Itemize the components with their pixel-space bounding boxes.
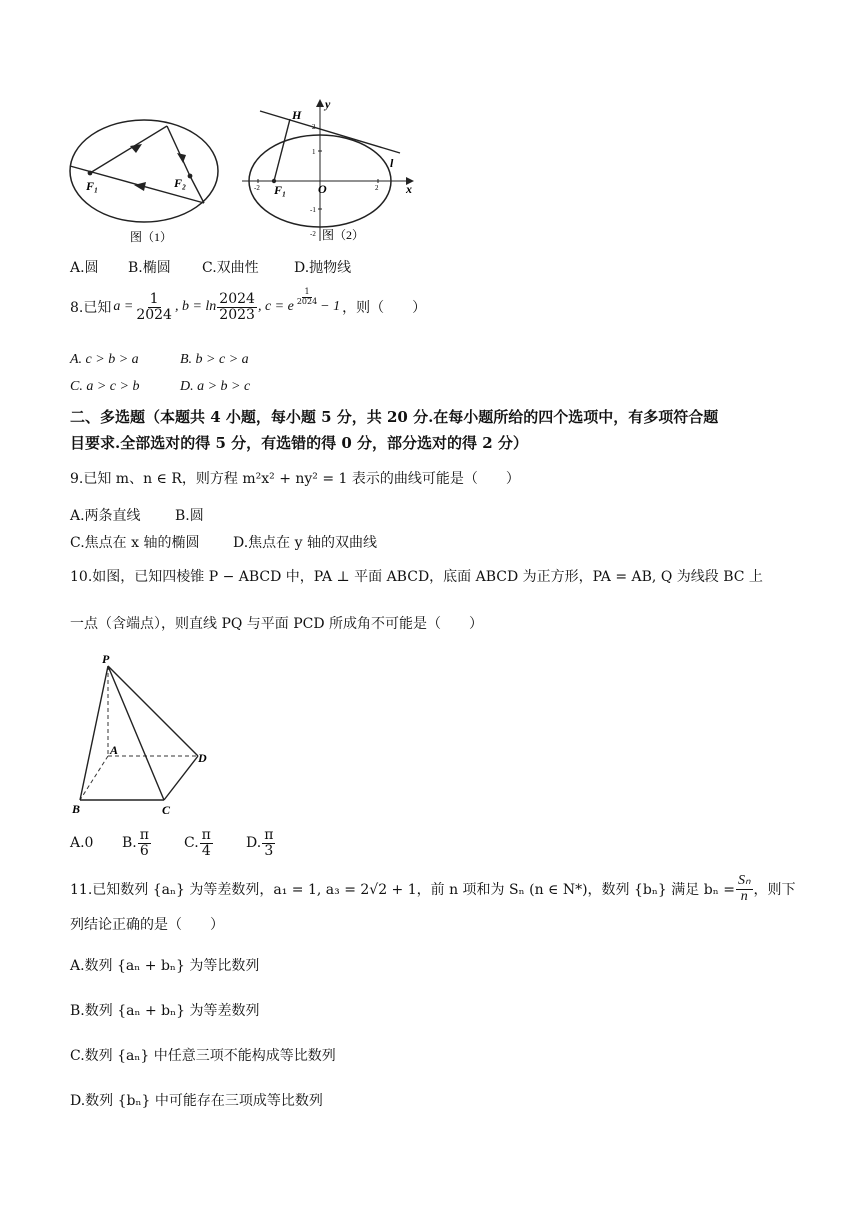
fig2-label-y: y (325, 97, 331, 111)
q8-option-d[interactable]: D. a > b > c (180, 379, 251, 394)
fig2-tick-ym1: -1 (310, 206, 316, 214)
q11-option-b[interactable]: B.数列 {aₙ + bₙ} 为等差数列 (70, 1003, 260, 1019)
fig1-caption: 图（1） (130, 230, 173, 244)
q10-option-d-fraction (262, 828, 275, 858)
pyramid-label-c: C (162, 803, 171, 817)
q8-c-exp-den: 2024 (296, 296, 318, 306)
section-2-header-line1: 二、多选题（本题共 4 小题，每小题 5 分，共 20 分.在每小题所给的四个选项中，有多项符合题 (70, 408, 719, 426)
figure-pyramid-pabcd (68, 650, 218, 822)
fig2-label-h: H (292, 108, 302, 122)
q11-bn-den: n (740, 888, 748, 904)
q10-option-b-letter: B. (122, 835, 137, 852)
q10-stem-line2: 一点（含端点），则直线 PQ 与平面 PCD 所成角不可能是（ ） (70, 616, 484, 632)
fig2-label-x: x (406, 182, 412, 196)
fig2-tick-x2: 2 (375, 184, 379, 192)
q11-option-c[interactable]: C.数列 {aₙ} 中任意三项不能构成等比数列 (70, 1048, 336, 1064)
q8-option-b[interactable]: B. b > c > a (180, 352, 249, 367)
q10-option-c-letter: C. (184, 835, 199, 852)
q10-option-b[interactable] (122, 828, 184, 858)
q7-options (70, 257, 351, 277)
pyramid-label-b: B (72, 802, 81, 816)
q8-options-row1 (70, 351, 249, 368)
fig2-label-f1: F₁ (274, 183, 287, 197)
q10-option-b-den: 6 (139, 842, 149, 859)
fig2-caption: 图（2） (322, 228, 365, 242)
q10-option-c-fraction (200, 828, 213, 858)
q8-b-lhs: , b = ln (174, 299, 217, 315)
q10-option-c[interactable] (184, 828, 246, 858)
q8-a-den: 2024 (136, 306, 172, 323)
q8-c-exp-num: 1 (304, 287, 310, 297)
section-2-header-line2: 目要求.全部选对的得 5 分，有选错的得 0 分，部分选对的得 2 分） (70, 434, 528, 452)
q8-option-c[interactable]: C. a > c > b (70, 379, 140, 394)
q10-option-d-num: π (264, 827, 274, 843)
fig1-label-f1: F₁ (86, 179, 99, 193)
q8-b-num: 2024 (219, 291, 255, 307)
q8-c-tail: − 1 (320, 299, 341, 315)
q8-option-a[interactable]: A. c > b > a (70, 352, 139, 367)
q10-option-b-fraction (138, 828, 151, 858)
q8-a-fraction (134, 292, 174, 322)
q11-bn-fraction (736, 874, 753, 904)
q11-stem-line2: 列结论正确的是（ ） (70, 917, 224, 933)
q10-option-d[interactable] (246, 828, 276, 858)
q9-stem: 9.已知 m、n ∈ R，则方程 m²x² + ny² = 1 表示的曲线可能是（ ） (70, 471, 520, 487)
q7-option-a[interactable]: A.圆 (70, 260, 99, 276)
q10-options (70, 828, 276, 858)
q11-option-a[interactable]: A.数列 {aₙ + bₙ} 为等比数列 (70, 958, 260, 974)
q11-stem-line1 (70, 874, 796, 904)
q8-options-row2 (70, 378, 250, 395)
q9-option-a[interactable]: A.两条直线 (70, 508, 141, 524)
q7-option-b[interactable]: B.椭圆 (128, 260, 171, 276)
q9-option-c[interactable]: C.焦点在 x 轴的椭圆 (70, 535, 200, 551)
q10-option-b-num: π (139, 827, 149, 843)
q9-option-b[interactable]: B.圆 (175, 508, 204, 524)
fig2-tick-y1: 1 (312, 148, 316, 156)
q8-prefix: 8.已知 (70, 300, 112, 317)
pyramid-label-a: A (110, 743, 119, 757)
fig2-label-l: l (390, 156, 394, 170)
q7-option-d[interactable]: D.抛物线 (294, 260, 352, 276)
pyramid-label-p: P (102, 652, 110, 666)
q9-options-row2 (70, 532, 377, 552)
q8-a-num: 1 (149, 291, 159, 307)
figure-2-ellipse-tangent (238, 97, 418, 247)
q8-b-fraction (217, 292, 257, 322)
q11-option-d[interactable]: D.数列 {bₙ} 中可能存在三项成等比数列 (70, 1093, 323, 1109)
fig2-label-o: O (318, 182, 327, 196)
q10-option-c-num: π (201, 827, 211, 843)
q10-option-d-letter: D. (246, 835, 262, 852)
q8-a-lhs: a = (113, 299, 134, 315)
pyramid-label-d: D (198, 751, 207, 765)
q8-b-den: 2023 (219, 306, 255, 323)
q11-bn-num: Sₙ (737, 873, 751, 888)
q8-c-exponent (295, 288, 319, 306)
q10-option-a[interactable]: A.0 (70, 835, 94, 852)
q11-stem-text: 11.已知数列 {aₙ} 为等差数列，a₁ = 1, a₃ = 2√2 + 1，前 n 项和为 Sₙ (n ∈ N*)，数列 {bₙ} 满足 bₙ = (70, 882, 735, 899)
q7-option-c[interactable]: C.双曲性 (202, 260, 259, 276)
q9-option-d[interactable]: D.焦点在 y 轴的双曲线 (233, 535, 377, 551)
fig1-label-f2: F₂ (174, 176, 187, 190)
fig2-tick-xm2: -2 (254, 184, 260, 192)
q8-suffix: ，则（ ） (342, 300, 427, 317)
fig2-tick-ym2: -2 (310, 230, 316, 238)
q8-c-lhs: , c = e (257, 299, 294, 315)
q10-stem-line1: 10.如图，已知四棱锥 P − ABCD 中，PA ⊥ 平面 ABCD，底面 ABCD 为正方形，PA = AB, Q 为线段 BC 上 (70, 569, 763, 585)
q8-stem (70, 287, 427, 323)
q10-option-d-den: 3 (264, 842, 274, 859)
figure-1-ellipse-reflection (64, 115, 226, 250)
q11-stem-tail: ，则下 (753, 882, 796, 899)
fig2-tick-y2: 2 (312, 123, 316, 131)
q10-option-c-den: 4 (201, 842, 211, 859)
q9-options-row1 (70, 505, 204, 525)
